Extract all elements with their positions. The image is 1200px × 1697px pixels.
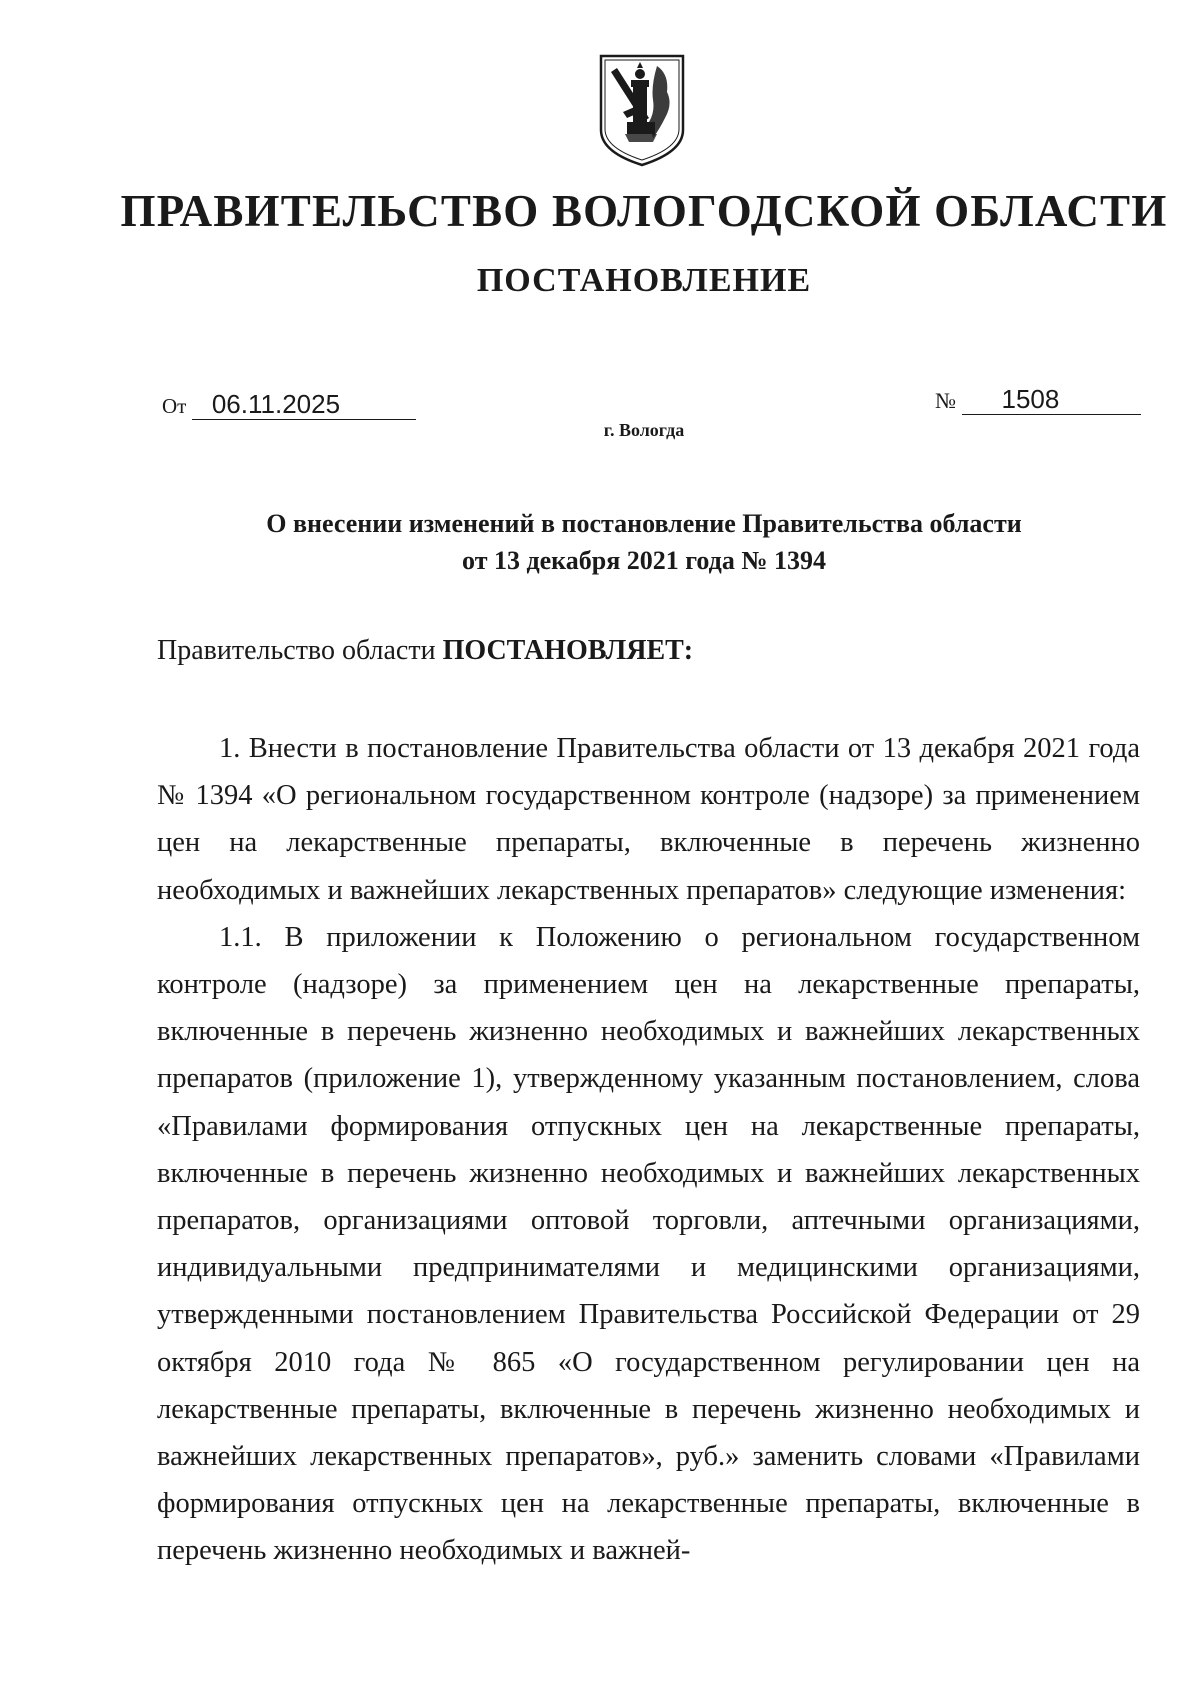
vologda-coat-of-arms-icon — [597, 52, 687, 168]
subject-line: от 13 декабря 2021 года № 1394 — [462, 546, 826, 575]
document-city: г. Вологда — [603, 420, 685, 440]
resolves-prefix: Правительство области — [157, 635, 443, 666]
resolves-keyword: ПОСТАНОВЛЯЕТ: — [442, 635, 694, 666]
document-subject — [0, 505, 1200, 579]
body-paragraph: 1. Внести в постановление Правительства области от 13 декабря 2021 года № 1394 «О региональном государственном контроле (надзоре) за применением цен на лекарственные препараты, включенные в перечень жизненно необходимых и важнейших лекарственных препаратов» следующие изменения: — [157, 733, 1140, 906]
number-prefix-label: № — [935, 388, 956, 413]
government-title: ПРАВИТЕЛЬСТВО ВОЛОГОДСКОЙ ОБЛАСТИ — [120, 186, 1168, 236]
body-paragraph: 1.1. В приложении к Положению о региональном государственном контроле (надзоре) за применением цен на лекарственные препараты, включенные в перечень жизненно необходимых и важнейших лекарственных препаратов (приложение 1), утвержденному указанным постановлением, слова «Правилами формирования отпускных цен на лекарственные препараты, включенные в перечень жизненно необходимых и важнейших лекарственных препаратов, организациями оптовой торговли, аптечными организациями, индивидуальными предпринимателями и медицинскими организациями, утвержденными постановлением Правительства Российской Федерации от 29 октября 2010 года № 865 «О государственном регулировании цен на лекарственные препараты, включенные в перечень жизненно необходимых и важнейших лекарственных препаратов», руб.» заменить словами «Правилами формирования отпускных цен на лекарственные препараты, включенные в перечень жизненно необходимых и важней- — [157, 921, 1140, 1567]
document-number-block — [935, 385, 1141, 415]
subject-line: О внесении изменений в постановление Правительства области — [266, 509, 1022, 538]
document-date-block — [162, 390, 416, 420]
document-date: 06.11.2025 — [192, 390, 416, 420]
resolves-statement — [157, 635, 693, 667]
date-prefix-label: От — [162, 394, 187, 418]
document-type-heading: ПОСТАНОВЛЕНИЕ — [476, 262, 812, 299]
document-body — [157, 725, 1140, 1575]
document-number: 1508 — [962, 385, 1141, 415]
